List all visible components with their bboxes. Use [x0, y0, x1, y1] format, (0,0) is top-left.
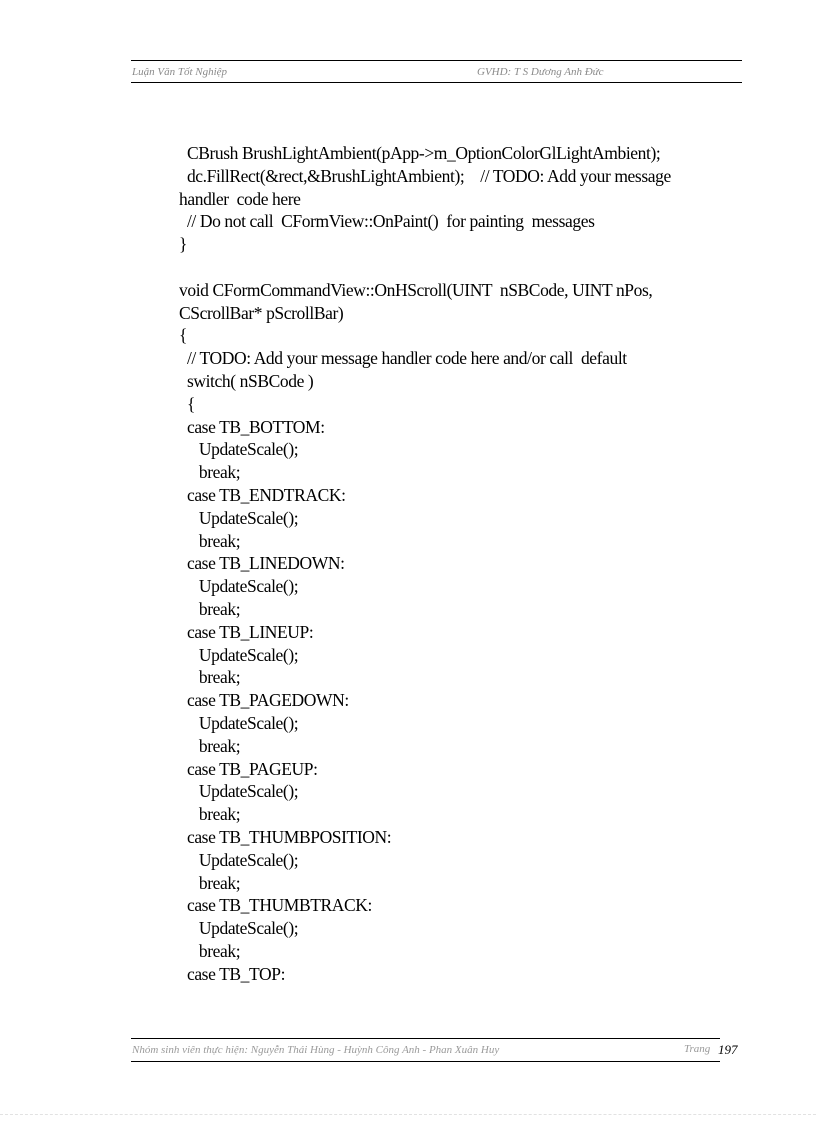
code-line: case TB_BOTTOM:: [179, 416, 325, 437]
code-line: case TB_PAGEDOWN:: [179, 690, 349, 711]
footer-top-rule: [131, 1038, 720, 1039]
header-thesis-title: Luận Văn Tốt Nghiệp: [132, 66, 228, 78]
code-line: break;: [179, 804, 241, 825]
code-line: UpdateScale();: [179, 576, 299, 597]
code-line: [179, 256, 759, 279]
code-line: case TB_LINEUP:: [179, 621, 314, 642]
code-line: void CFormCommandView::OnHScroll(UINT nSBCode, UINT nPos,: [179, 279, 653, 300]
code-line: case TB_PAGEUP:: [179, 758, 318, 779]
code-line: case TB_LINEDOWN:: [179, 553, 345, 574]
code-listing: [179, 142, 759, 985]
code-line: UpdateScale();: [179, 781, 299, 802]
code-line: case TB_THUMBPOSITION:: [179, 826, 392, 847]
code-line: UpdateScale();: [179, 507, 299, 528]
footer-authors: Nhóm sinh viên thực hiện: Nguyễn Thái Hùng - Huỳnh Công Anh - Phan Xuân Huy: [132, 1044, 500, 1056]
code-line: UpdateScale();: [179, 712, 299, 733]
code-line: case TB_ENDTRACK:: [179, 484, 346, 505]
code-line: {: [179, 325, 187, 346]
code-line: UpdateScale();: [179, 644, 299, 665]
code-line: {: [179, 393, 195, 414]
code-line: case TB_TOP:: [179, 963, 286, 984]
code-line: break;: [179, 462, 241, 483]
header-advisor: GVHD: T S Dương Anh Đức: [477, 66, 604, 78]
code-line: CScrollBar* pScrollBar): [179, 302, 344, 323]
code-line: switch( nSBCode ): [179, 370, 314, 391]
code-line: break;: [179, 735, 241, 756]
code-line: UpdateScale();: [179, 849, 299, 870]
code-line: case TB_THUMBTRACK:: [179, 895, 373, 916]
code-line: // Do not call CFormView::OnPaint() for painting messages: [179, 211, 595, 232]
code-line: break;: [179, 872, 241, 893]
code-line: handler code here: [179, 188, 301, 209]
footer-page-label: Trang: [684, 1043, 711, 1055]
page-edge-divider: [0, 1114, 816, 1115]
code-line: dc.FillRect(&rect,&BrushLightAmbient); // TODO: Add your message: [179, 165, 671, 186]
code-line: // TODO: Add your message handler code here and/or call default: [179, 348, 627, 369]
code-line: break;: [179, 598, 241, 619]
code-line: }: [179, 234, 187, 255]
code-line: break;: [179, 940, 241, 961]
code-line: break;: [179, 530, 241, 551]
code-line: break;: [179, 667, 241, 688]
header-bottom-rule: [131, 82, 742, 83]
code-line: UpdateScale();: [179, 439, 299, 460]
code-line: UpdateScale();: [179, 918, 299, 939]
header-top-rule: [131, 60, 742, 61]
code-line: CBrush BrushLightAmbient(pApp->m_OptionColorGlLightAmbient);: [179, 143, 661, 163]
footer-bottom-rule: [131, 1061, 720, 1062]
footer-page-number: 197: [718, 1042, 738, 1057]
